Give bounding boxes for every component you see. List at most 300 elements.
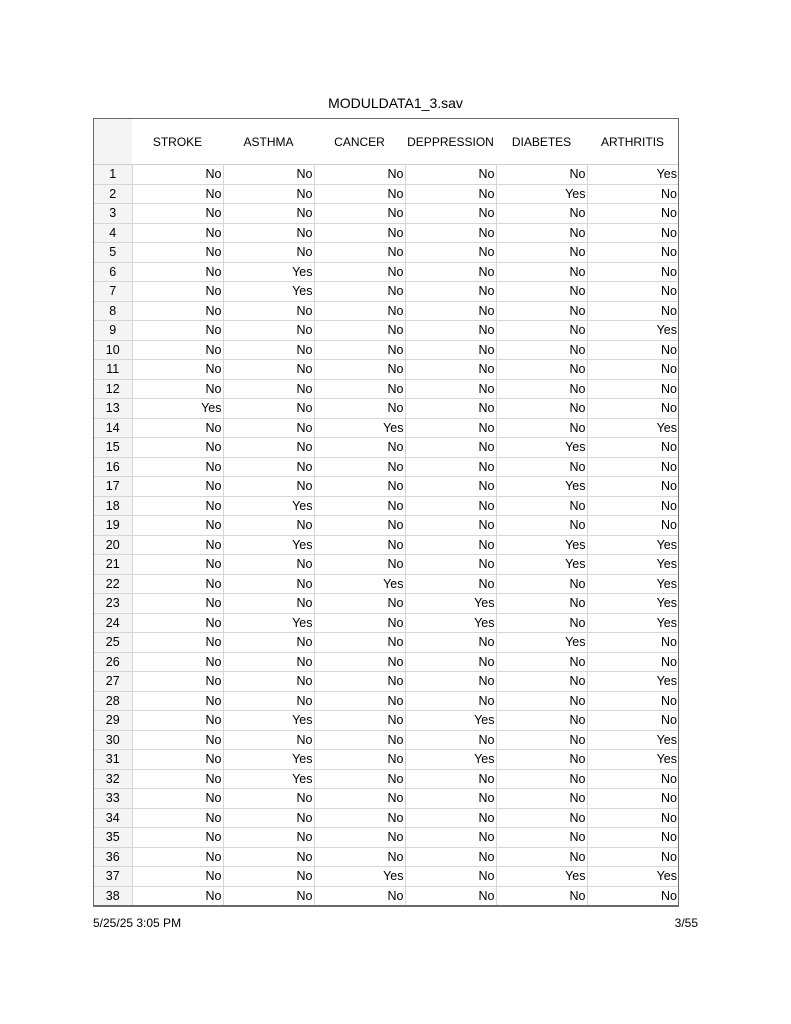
table-row [94,867,678,887]
table-cell: No [314,672,405,692]
table-row [94,223,678,243]
table-cell: No [223,301,314,321]
table-cell: No [314,730,405,750]
table-cell: No [405,769,496,789]
table-cell: No [587,769,678,789]
row-number: 19 [94,516,132,536]
table-cell: No [132,477,223,497]
table-cell: No [587,828,678,848]
table-cell: No [314,165,405,185]
row-number: 29 [94,711,132,731]
row-number: 20 [94,535,132,555]
table-row [94,711,678,731]
table-cell: No [223,691,314,711]
table-row [94,555,678,575]
table-cell: No [314,535,405,555]
table-cell: No [587,516,678,536]
table-cell: No [496,379,587,399]
table-cell: No [496,808,587,828]
table-cell: No [223,457,314,477]
table-cell: No [405,379,496,399]
row-number: 12 [94,379,132,399]
table-row [94,613,678,633]
table-cell: No [223,867,314,887]
table-cell: No [132,633,223,653]
table-cell: No [405,223,496,243]
table-row [94,379,678,399]
table-cell: No [314,379,405,399]
row-number: 22 [94,574,132,594]
table-cell: No [314,184,405,204]
table-cell: No [405,691,496,711]
row-number: 15 [94,438,132,458]
table-cell: No [496,496,587,516]
table-cell: No [496,321,587,341]
table-cell: Yes [496,438,587,458]
row-number: 2 [94,184,132,204]
table-cell: No [223,672,314,692]
table-cell: No [314,594,405,614]
table-cell: Yes [587,418,678,438]
table-cell: No [405,828,496,848]
table-cell: No [405,808,496,828]
row-number: 33 [94,789,132,809]
table-row [94,399,678,419]
table-cell: No [223,808,314,828]
table-cell: No [496,301,587,321]
table-cell: No [132,496,223,516]
table-cell: No [132,204,223,224]
table-cell: No [314,321,405,341]
table-row [94,477,678,497]
row-number: 3 [94,204,132,224]
table-cell: No [223,165,314,185]
table-cell: No [132,691,223,711]
table-row [94,243,678,263]
table-cell: No [132,243,223,263]
column-header-asthma: ASTHMA [223,119,314,165]
table-cell: Yes [314,867,405,887]
table-cell: No [405,399,496,419]
table-cell: No [405,184,496,204]
row-number: 24 [94,613,132,633]
table-cell: No [587,340,678,360]
table-cell: No [587,399,678,419]
row-number: 18 [94,496,132,516]
table-row [94,321,678,341]
table-cell: No [132,438,223,458]
table-row [94,847,678,867]
table-cell: No [405,477,496,497]
row-number: 31 [94,750,132,770]
page-title: MODULDATA1_3.sav [328,95,463,111]
table-cell: No [587,477,678,497]
table-cell: No [132,535,223,555]
table-cell: No [132,223,223,243]
table-cell: No [132,457,223,477]
table-cell: No [132,828,223,848]
table-cell: No [405,360,496,380]
table-cell: No [587,301,678,321]
row-number: 37 [94,867,132,887]
table-cell: No [223,399,314,419]
table-cell: No [587,360,678,380]
table-cell: No [314,282,405,302]
table-cell: No [587,457,678,477]
row-number: 11 [94,360,132,380]
table-row [94,496,678,516]
table-cell: No [132,379,223,399]
row-number: 32 [94,769,132,789]
table-cell: No [223,730,314,750]
table-cell: No [223,594,314,614]
table-cell: No [405,672,496,692]
table-cell: No [132,769,223,789]
table-cell: No [223,243,314,263]
table-cell: No [314,613,405,633]
table-cell: No [223,184,314,204]
table-cell: No [314,691,405,711]
table-row [94,204,678,224]
table-cell: Yes [496,867,587,887]
table-cell: No [405,574,496,594]
table-cell: No [496,223,587,243]
table-cell: No [587,204,678,224]
table-cell: No [496,282,587,302]
table-cell: No [496,691,587,711]
corner-cell [94,119,132,165]
table-row [94,750,678,770]
table-cell: Yes [587,555,678,575]
table-cell: No [587,496,678,516]
table-cell: No [223,477,314,497]
row-number: 8 [94,301,132,321]
table-cell: No [223,574,314,594]
table-cell: Yes [496,535,587,555]
table-cell: No [405,652,496,672]
table-cell: No [223,847,314,867]
table-cell: Yes [496,184,587,204]
table-cell: No [132,360,223,380]
table-cell: No [132,730,223,750]
row-number: 26 [94,652,132,672]
table-cell: No [587,243,678,263]
row-number: 21 [94,555,132,575]
table-cell: No [132,594,223,614]
table-row [94,301,678,321]
table-cell: No [314,652,405,672]
table-cell: No [314,808,405,828]
row-number: 5 [94,243,132,263]
table-cell: No [223,379,314,399]
table-cell: No [496,672,587,692]
table-cell: No [223,418,314,438]
table-cell: No [405,418,496,438]
table-cell: No [132,301,223,321]
table-row [94,886,678,905]
table-cell: No [405,438,496,458]
table-body [94,165,678,906]
table-cell: No [405,301,496,321]
table-cell: No [496,886,587,905]
table-cell: No [496,516,587,536]
table-row [94,652,678,672]
row-number: 1 [94,165,132,185]
table-cell: Yes [223,282,314,302]
table-cell: No [405,457,496,477]
table-cell: No [132,321,223,341]
table-cell: No [314,438,405,458]
table-cell: No [587,262,678,282]
table-row [94,672,678,692]
table-cell: No [587,223,678,243]
table-row [94,769,678,789]
table-cell: No [587,282,678,302]
table-cell: Yes [496,555,587,575]
table-row [94,282,678,302]
table-cell: No [496,574,587,594]
table-cell: No [405,204,496,224]
table-cell: No [314,496,405,516]
table-row [94,418,678,438]
table-cell: No [405,633,496,653]
data-table [93,118,679,907]
table-cell: No [496,399,587,419]
table-cell: No [132,652,223,672]
table-cell: Yes [405,613,496,633]
table-cell: No [405,243,496,263]
table-cell: Yes [587,867,678,887]
column-header-deppression: DEPPRESSION [405,119,496,165]
table-cell: No [405,867,496,887]
table-row [94,360,678,380]
table-cell: Yes [587,594,678,614]
table-cell: Yes [223,750,314,770]
table-cell: No [405,282,496,302]
table-cell: No [223,438,314,458]
table-cell: Yes [223,711,314,731]
table-cell: Yes [405,750,496,770]
table-cell: Yes [587,730,678,750]
table-cell: No [587,789,678,809]
table-row [94,516,678,536]
table-cell: No [132,867,223,887]
table-cell: No [314,204,405,224]
table-cell: Yes [587,750,678,770]
table-cell: No [496,828,587,848]
table-cell: No [496,204,587,224]
table-cell: No [587,184,678,204]
table-cell: No [496,847,587,867]
table-cell: No [405,262,496,282]
table-cell: No [314,243,405,263]
row-number: 13 [94,399,132,419]
table-cell: No [132,282,223,302]
table-cell: No [132,574,223,594]
column-header-stroke: STROKE [132,119,223,165]
row-number: 28 [94,691,132,711]
table-cell: No [223,321,314,341]
table-cell: No [223,340,314,360]
table-cell: No [314,769,405,789]
row-number: 6 [94,262,132,282]
row-number: 4 [94,223,132,243]
table-row [94,633,678,653]
table-cell: Yes [314,574,405,594]
table-cell: No [496,594,587,614]
table-cell: No [132,750,223,770]
table-cell: No [405,789,496,809]
table-cell: No [132,847,223,867]
table-cell: No [314,828,405,848]
table-cell: No [314,516,405,536]
table-row [94,457,678,477]
table-cell: No [132,184,223,204]
table-cell: No [314,711,405,731]
table-cell: No [132,886,223,905]
table-cell: No [587,711,678,731]
table-cell: No [223,516,314,536]
table-cell: No [132,165,223,185]
table-cell: No [496,165,587,185]
table-cell: No [314,847,405,867]
table-cell: No [314,555,405,575]
table-row [94,262,678,282]
table-row [94,594,678,614]
table-row [94,340,678,360]
table-cell: No [223,204,314,224]
table-cell: No [496,243,587,263]
table-row [94,184,678,204]
table-cell: No [314,301,405,321]
table-cell: No [314,477,405,497]
table-cell: No [223,360,314,380]
table-cell: Yes [587,574,678,594]
table-cell: No [587,633,678,653]
row-number: 23 [94,594,132,614]
table-cell: No [132,555,223,575]
table-row [94,808,678,828]
table-cell: No [223,652,314,672]
table-cell: Yes [223,769,314,789]
table-cell: No [314,223,405,243]
footer-timestamp: 5/25/25 3:05 PM [93,916,182,930]
table-row [94,730,678,750]
table-cell: Yes [405,594,496,614]
table-cell: No [132,516,223,536]
table-cell: No [223,789,314,809]
row-number: 30 [94,730,132,750]
table-cell: No [405,165,496,185]
row-number: 17 [94,477,132,497]
table-cell: No [223,886,314,905]
table-cell: No [587,847,678,867]
table-cell: Yes [587,321,678,341]
table-cell: No [496,789,587,809]
table-cell: No [132,789,223,809]
row-number: 7 [94,282,132,302]
column-header-diabetes: DIABETES [496,119,587,165]
table-cell: No [587,438,678,458]
table-cell: No [132,672,223,692]
table-cell: No [496,769,587,789]
table-row [94,828,678,848]
table-cell: No [587,379,678,399]
table-cell: No [132,418,223,438]
table-cell: Yes [405,711,496,731]
table-cell: No [496,340,587,360]
table-cell: No [496,262,587,282]
table-cell: No [496,652,587,672]
table-cell: No [496,457,587,477]
table-cell: No [587,886,678,905]
table-cell: No [314,262,405,282]
table-cell: No [405,321,496,341]
table-cell: No [314,360,405,380]
table-cell: No [314,789,405,809]
row-number: 38 [94,886,132,905]
table-cell: No [223,555,314,575]
row-number: 16 [94,457,132,477]
table-cell: Yes [587,613,678,633]
table-cell: Yes [223,496,314,516]
row-number: 35 [94,828,132,848]
table-cell: Yes [132,399,223,419]
table-cell: No [496,360,587,380]
table-cell: No [496,730,587,750]
table-cell: No [405,516,496,536]
table-cell: No [314,750,405,770]
table-cell: Yes [587,672,678,692]
row-number: 25 [94,633,132,653]
table-cell: No [496,750,587,770]
table-row [94,574,678,594]
table-cell: No [405,535,496,555]
table-row [94,165,678,185]
table-row [94,789,678,809]
table-cell: No [132,808,223,828]
row-number: 10 [94,340,132,360]
table-cell: No [405,340,496,360]
table-cell: No [405,555,496,575]
column-header-arthritis: ARTHRITIS [587,119,678,165]
table-row [94,438,678,458]
table-cell: No [314,340,405,360]
table-cell: No [314,457,405,477]
header-row [94,119,678,165]
table-cell: No [314,399,405,419]
table-cell: Yes [223,613,314,633]
table-row [94,535,678,555]
footer-page-number: 3/55 [674,916,698,930]
table-cell: No [405,886,496,905]
table-cell: No [496,418,587,438]
table-cell: Yes [223,262,314,282]
table-cell: No [132,613,223,633]
table-cell: Yes [223,535,314,555]
row-number: 34 [94,808,132,828]
row-number: 27 [94,672,132,692]
table-cell: No [314,633,405,653]
table-cell: No [496,711,587,731]
table-cell: Yes [496,633,587,653]
table-cell: No [587,652,678,672]
row-number: 14 [94,418,132,438]
table-cell: Yes [496,477,587,497]
column-header-cancer: CANCER [314,119,405,165]
table-cell: No [314,886,405,905]
table-cell: Yes [587,535,678,555]
